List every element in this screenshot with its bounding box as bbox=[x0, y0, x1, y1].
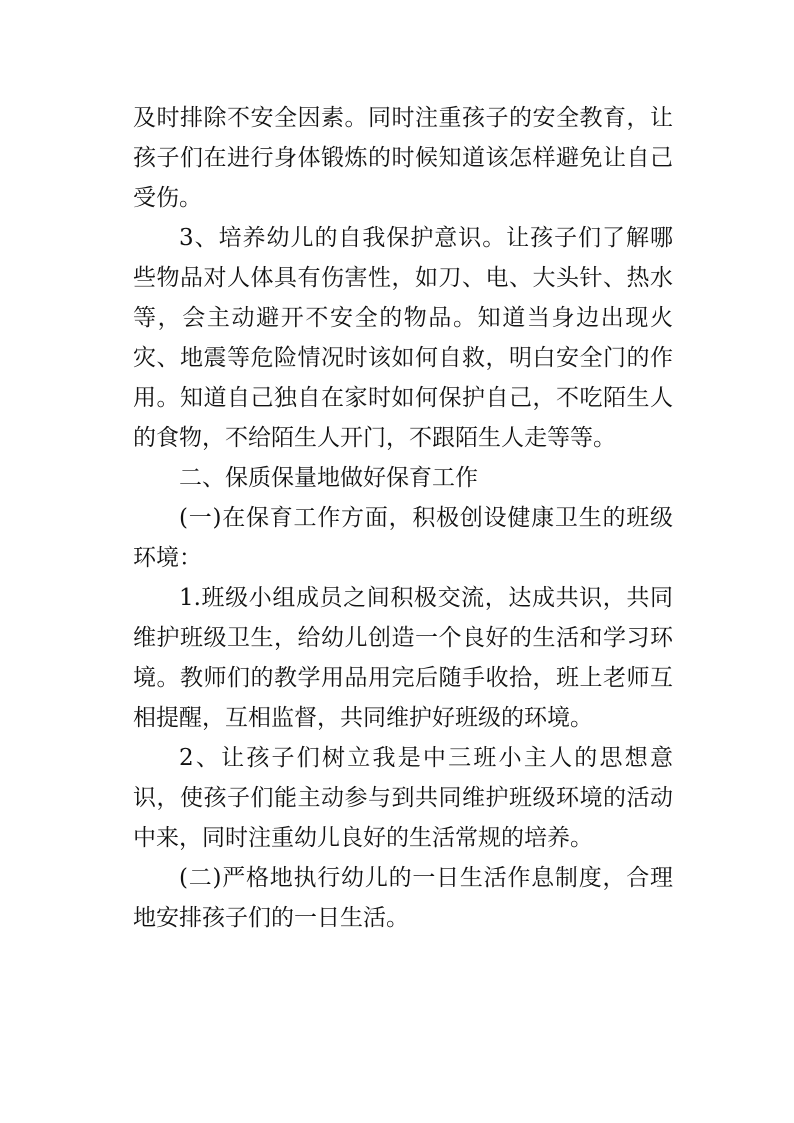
subsection-heading-environment: (一)在保育工作方面，积极创设健康卫生的班级环境： bbox=[133, 505, 673, 571]
section-heading-childcare: 二、保质保量地做好保育工作 bbox=[179, 465, 478, 491]
paragraph-continuation: 及时排除不安全因素。同时注重孩子的安全教育，让孩子们在进行身体锻炼的时候知道该怎样避免让自己受伤。 bbox=[133, 105, 673, 211]
paragraph-class-hygiene: 1.班级小组成员之间积极交流，达成共识，共同维护班级卫生，给幼儿创造一个良好的生活和学习环境。教师们的教学用品用完后随手收拾，班上老师互相提醒，互相监督，共同维护好班级的环境。 bbox=[133, 585, 673, 731]
subsection-heading-daily-schedule: (二)严格地执行幼儿的一日生活作息制度，合理地安排孩子们的一日生活。 bbox=[133, 865, 673, 931]
document-body bbox=[133, 98, 673, 938]
paragraph-self-protection: 3、培养幼儿的自我保护意识。让孩子们了解哪些物品对人体具有伤害性，如刀、电、大头针、热水等，会主动避开不安全的物品。知道当身边出现火灾、地震等危险情况时该如何自救，明白安全门的作用。知道自己独自在家时如何保护自己，不吃陌生人的食物，不给陌生人开门，不跟陌生人走等等。 bbox=[133, 225, 673, 451]
paragraph-little-master: 2、让孩子们树立我是中三班小主人的思想意识，使孩子们能主动参与到共同维护班级环境的活动中来，同时注重幼儿良好的生活常规的培养。 bbox=[133, 745, 673, 851]
